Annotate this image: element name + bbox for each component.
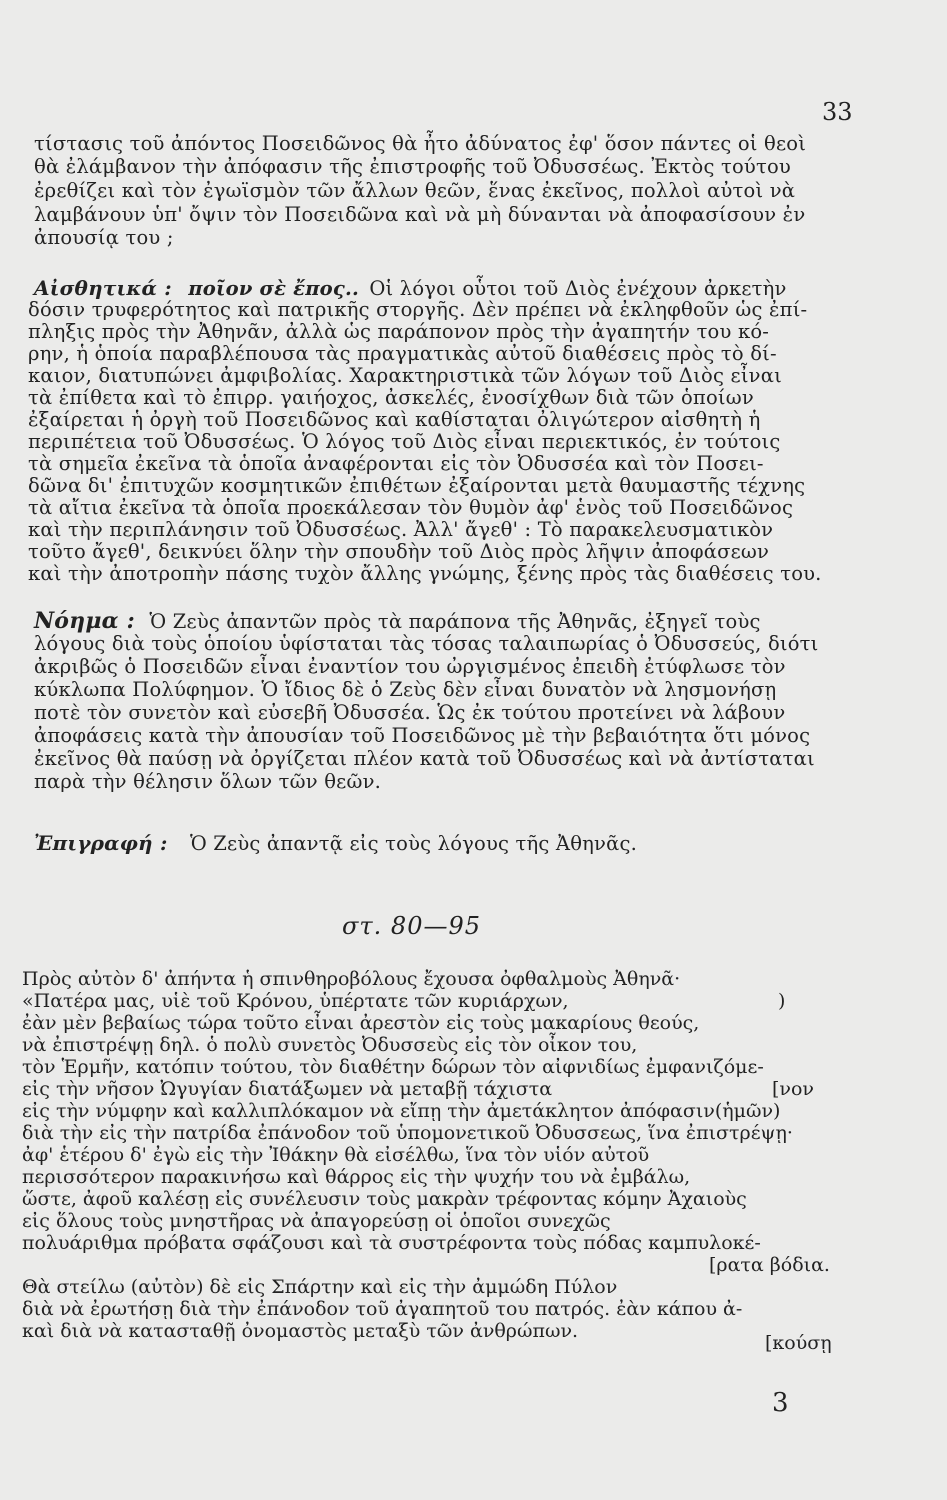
text-line: ρην, ἡ ὁποία παραβλέπουσα τὰς πραγματικὰς αὐτοῦ διαθέσεις πρὸς τὸ δί- [28,342,777,365]
text-line: ἐξαίρεται ἡ ὀργὴ τοῦ Ποσειδῶνος καὶ καθίσταται ὀλιγώτερον αἰσθητὴ ἡ [28,408,761,431]
footer-page-number: 3 [772,1388,789,1418]
text-line: ἐκεῖνος θὰ παύσῃ νὰ ὀργίζεται πλέον κατὰ τοῦ Ὀδυσσέως καὶ νὰ ἀντίσταται [34,747,815,770]
text-line: τὰ ἐπίθετα καὶ τὸ ἐπιρρ. γαιήοχος, ἀσκελές, ἐνοσίχθων διὰ τῶν ὁποίων [28,386,754,409]
text-line: ἀπουσίᾳ του ; [34,226,174,249]
text-line: καὶ τὴν περιπλάνησιν τοῦ Ὀδυσσέως. Ἀλλ' ἄγεθ' : Τὸ παρακελευσματικὸν [28,518,774,541]
verse-line: ἐὰν μὲν βεβαίως τώρα τοῦτο εἶναι ἀρεστὸν εἰς τοὺς μακαρίους θεούς, [22,1012,700,1034]
page-number: 33 [822,98,853,126]
text-line: Ὁ Ζεὺς ἀπαντῶν πρὸς τὰ παράπονα τῆς Ἀθηνᾶς, ἐξηγεῖ τοὺς [149,610,761,633]
verse-note: [νον [772,1078,814,1100]
meaning-heading: Νόημα : [34,608,135,634]
text-line: καὶ τὴν ἀποτροπὴν πάσης τυχὸν ἄλλης γνώμης, ξένης πρὸς τὰς διαθέσεις του. [28,562,822,585]
verse-line: διὰ τὴν εἰς τὴν πατρίδα ἐπάνοδον τοῦ ὑπομονετικοῦ Ὀδυσσεως, ἵνα ἐπιστρέψῃ· [22,1122,793,1144]
verse-line: τὸν Ἑρμῆν, κατόπιν τούτου, τὸν διαθέτην δώρων τὸν αἰφνιδίως ἐμφανιζόμε- [22,1056,764,1078]
text-line: τίστασις τοῦ ἀπόντος Ποσειδῶνος θὰ ἦτο ἀδύνατος ἐφ' ὅσον πάντες οἱ θεοὶ [34,132,807,155]
verse-line: πολυάριθμα πρόβατα σφάζουσι καὶ τὰ συστρέφοντα τοὺς πόδας καμπυλοκέ- [22,1232,761,1254]
verse-line: εἰς τὴν νύμφην καὶ καλλιπλόκαμον νὰ εἴπῃ τὴν ἀμετάκλητον ἀπόφασιν(ἡμῶν) [22,1100,781,1122]
text-line: περιπέτεια τοῦ Ὀδυσσέως. Ὁ λόγος τοῦ Διὸς εἶναι περιεκτικός, ἐν τούτοις [28,430,781,453]
verse-note: ) [778,990,786,1012]
verse-line: νὰ ἐπιστρέψῃ δηλ. ὁ πολὺ συνετὸς Ὀδυσσεὺς εἰς τὸν οἶκον του, [22,1034,638,1056]
text-line: δῶνα δι' ἐπιτυχῶν κοσμητικῶν ἐπιθέτων ἐξαίρονται μετὰ θαυμαστῆς τέχνης [28,474,806,497]
text-line: λόγους διὰ τοὺς ὁποίου ὑφίσταται τὰς τόσας ταλαιπωρίας ὁ Ὀδυσσεύς, διότι [34,632,819,655]
text-line: πληξις πρὸς τὴν Ἀθηνᾶν, ἀλλὰ ὡς παράπονον πρὸς τὴν ἀγαπητήν του κό- [28,320,770,343]
text-line: λαμβάνουν ὑπ' ὄψιν τὸν Ποσειδῶνα καὶ νὰ μὴ δύνανται νὰ ἀποφασίσουν ἐν [34,203,806,226]
text-line: τὰ σημεῖα ἐκεῖνα τὰ ὁποῖα ἀναφέρονται εἰς τὸν Ὀδυσσέα καὶ τὸν Ποσει- [28,452,764,475]
text-line: Οἱ λόγοι οὗτοι τοῦ Διὸς ἐνέχουν ἀρκετὴν [369,277,787,300]
verse-line: περισσότερον παρακινήσω καὶ θάρρος εἰς τὴν ψυχήν του νὰ ἐμβάλω, [22,1166,691,1188]
text-line: καιον, διατυπώνει ἀμφιβολίας. Χαρακτηριστικὰ τῶν λόγων τοῦ Διὸς εἶναι [28,364,782,387]
inscription-heading: Ἐπιγραφή : [34,831,168,855]
text-line: ποτὲ τὸν συνετὸν καὶ εὐσεβῆ Ὀδυσσέα. Ὡς ἐκ τούτου προτείνει νὰ λάβουν [34,701,786,724]
text-line: ἀκριβῶς ὁ Ποσειδῶν εἶναι ἐναντίον του ὠργισμένος ἐπειδὴ ἐτύφλωσε τὸν [34,655,786,678]
text-line: ἀποφάσεις κατὰ τὴν ἀπουσίαν τοῦ Ποσειδῶνος μὲ τὴν βεβαιότητα ὅτι μόνος [34,724,811,747]
verse-note: [ρατα βόδια. [709,1254,830,1276]
verse-line: διὰ νὰ ἐρωτήσῃ διὰ τὴν ἐπάνοδον τοῦ ἀγαπητοῦ του πατρός. ἐὰν κάπου ἀ- [22,1298,743,1320]
verse-line: καὶ διὰ νὰ κατασταθῇ ὀνομαστὸς μεταξὺ τῶν ἀνθρώπων. [22,1320,579,1342]
verse-line: ὥστε, ἀφοῦ καλέσῃ εἰς συνέλευσιν τοὺς μακρὰν τρέφοντας κόμην Ἀχαιοὺς [22,1188,747,1210]
text-line: τὰ αἴτια ἐκεῖνα τὰ ὁποῖα προεκάλεσαν τὸν θυμὸν ἀφ' ἑνὸς τοῦ Ποσειδῶνος [28,496,794,519]
text-line: θὰ ἐλάμβανον τὴν ἀπόφασιν τῆς ἐπιστροφῆς τοῦ Ὀδυσσέως. Ἐκτὸς τούτου [34,155,791,178]
verse-line: Θὰ στείλω (αὐτὸν) δὲ εἰς Σπάρτην καὶ εἰς τὴν ἀμμώδη Πύλον [22,1276,618,1298]
verse-line: ἀφ' ἑτέρου δ' ἐγὼ εἰς τὴν Ἰθάκην θὰ εἰσέλθω, ἵνα τὸν υἱόν αὐτοῦ [22,1144,650,1166]
text-line: κύκλωπα Πολύφημον. Ὁ ἴδιος δὲ ὁ Ζεὺς δὲν εἶναι δυνατὸν νὰ λησμονήσῃ [34,678,777,701]
verse-line: «Πατέρα μας, υἱὲ τοῦ Κρόνου, ὑπέρτατε τῶν κυριάρχων, [22,990,569,1012]
text-line: δόσιν τρυφερότητος καὶ πατρικῆς στοργῆς. Δὲν πρέπει νὰ ἐκληφθοῦν ὡς ἐπί- [28,298,808,321]
aesthetics-heading: Αἰσθητικά : [34,276,172,300]
verse-line: Πρὸς αὐτὸν δ' ἀπήντα ἡ σπινθηροβόλους ἔχουσα ὀφθαλμοὺς Ἀθηνᾶ· [22,968,681,990]
verse-line: εἰς τὴν νῆσον Ὠγυγίαν διατάξωμεν νὰ μεταβῇ τάχιστα [22,1078,553,1100]
text-line: παρὰ τὴν θέλησιν ὅλων τῶν θεῶν. [34,770,382,793]
section-title: στ. 80—95 [342,912,481,940]
text-line: ἐρεθίζει καὶ τὸν ἐγωϊσμὸν τῶν ἄλλων θεῶν, ἕνας ἐκεῖνος, πολλοὶ αὐτοὶ νὰ [34,179,796,202]
inscription-text: Ὁ Ζεὺς ἀπαντᾷ εἰς τοὺς λόγους τῆς Ἀθηνᾶς. [189,832,637,855]
verse-line: εἰς ὅλους τοὺς μνηστῆρας νὰ ἀπαγορεύσῃ οἱ ὁποῖοι συνεχῶς [22,1210,611,1232]
verse-note: [κούσῃ [765,1332,832,1354]
aesthetics-subheading: ποῖον σὲ ἔπος.. [188,277,359,300]
text-line: τοῦτο ἄγεθ', δεικνύει ὅλην τὴν σπουδὴν τοῦ Διὸς πρὸς λῆψιν ἀποφάσεων [28,540,770,563]
